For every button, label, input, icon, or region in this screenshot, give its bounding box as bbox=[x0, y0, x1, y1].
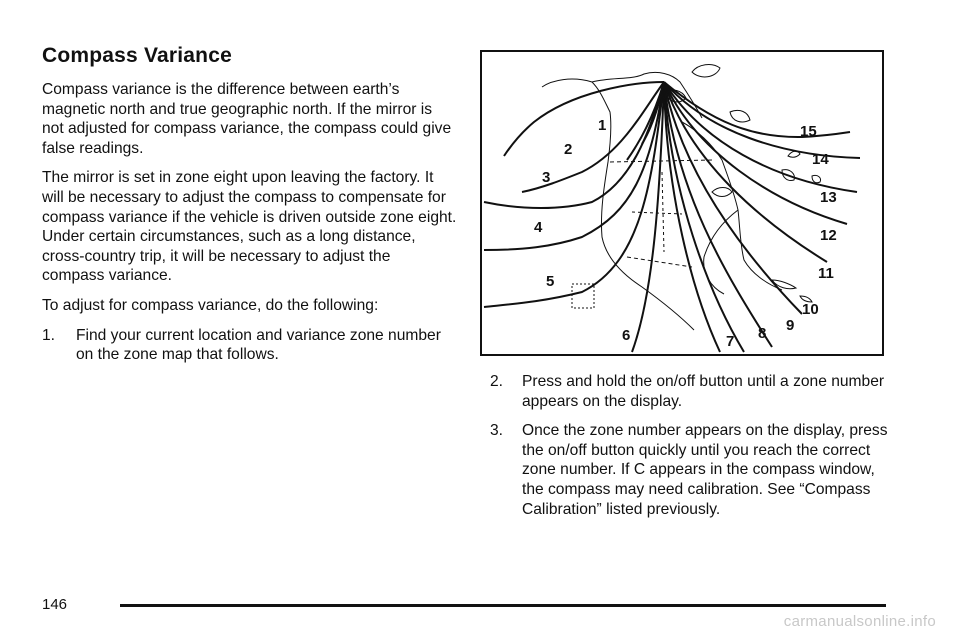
step-text: Press and hold the on/off button until a zone number appears on the display. bbox=[522, 373, 885, 410]
step-number: 3. bbox=[490, 422, 504, 440]
step-number: 1. bbox=[42, 326, 56, 344]
zone-label: 5 bbox=[546, 273, 555, 290]
step-item bbox=[42, 326, 457, 365]
zone-label: 1 bbox=[598, 117, 607, 134]
zone-label: 9 bbox=[786, 317, 795, 334]
step-number: 2. bbox=[490, 373, 504, 390]
zone-label: 10 bbox=[802, 301, 819, 318]
step-text: Find your current location and variance zone number on the zone map that follows. bbox=[76, 326, 441, 364]
watermark: carmanualsonline.info bbox=[783, 613, 936, 630]
zone-label: 3 bbox=[542, 169, 551, 186]
zone-label: 15 bbox=[800, 123, 817, 140]
zone-label: 2 bbox=[564, 141, 573, 158]
right-column bbox=[490, 372, 900, 529]
zone-label: 6 bbox=[622, 327, 631, 344]
factory-setting-paragraph: The mirror is set in zone eight upon leaving the factory. It will be necessary to adjust the compass to compensate for compass variance if the vehicle is driven outside zone eight. Under certain circumstances, such as a long distance, cross-country trip, it will be necessary to adjust the compass variance. bbox=[42, 169, 457, 285]
instruction-lead-paragraph: To adjust for compass variance, do the following: bbox=[42, 296, 379, 314]
intro-paragraph: Compass variance is the difference between earth’s magnetic north and true geographic north. If the mirror is not adjusted for compass variance, the compass could give false readings. bbox=[42, 81, 452, 157]
zone-map bbox=[482, 52, 882, 354]
zone-label: 7 bbox=[726, 333, 735, 350]
zone-map-figure bbox=[480, 50, 884, 356]
zone-label: 12 bbox=[820, 227, 837, 244]
page-heading: Compass Variance bbox=[42, 44, 232, 67]
step-text: Once the zone number appears on the display, press the on/off button quickly until you reach the correct zone number. If C appears in the compass window, the compass may need calibration. See “Compass Calibration” listed previously. bbox=[522, 422, 888, 518]
step-item bbox=[490, 421, 900, 519]
footer-rule bbox=[120, 604, 886, 607]
page-number: 146 bbox=[42, 596, 68, 613]
zone-label: 13 bbox=[820, 189, 837, 206]
zone-label: 8 bbox=[758, 325, 767, 342]
zone-label: 11 bbox=[818, 265, 834, 282]
zone-label: 14 bbox=[812, 151, 829, 168]
left-column bbox=[42, 80, 457, 375]
step-item bbox=[490, 372, 900, 411]
zone-label: 4 bbox=[534, 219, 543, 236]
